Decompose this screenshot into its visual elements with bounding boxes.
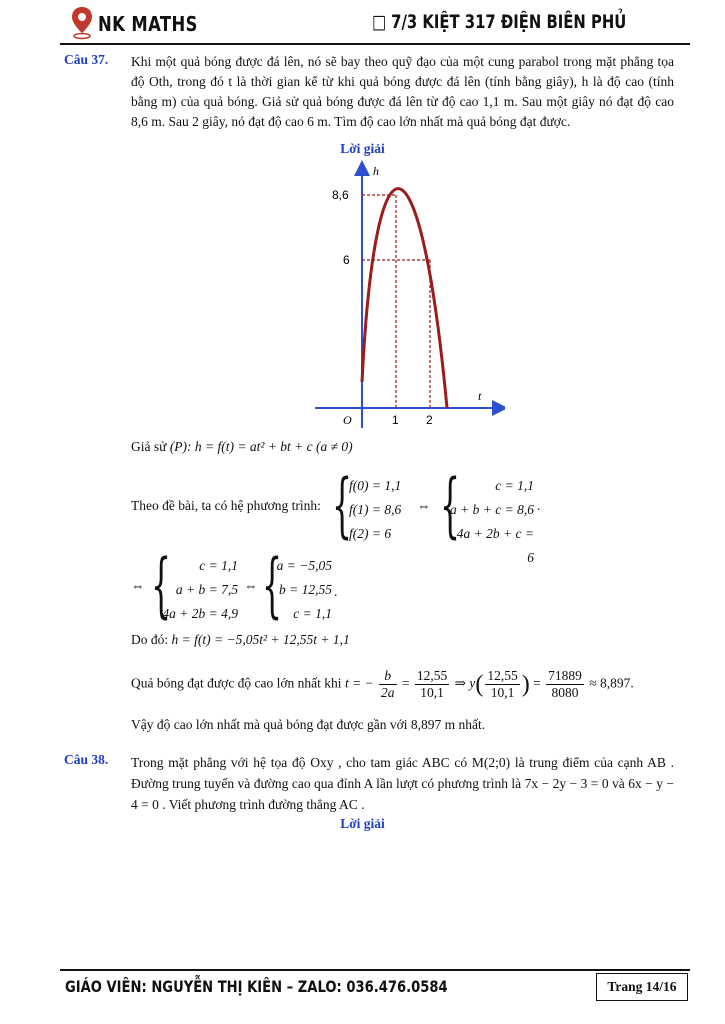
parabola-curve: [362, 189, 447, 408]
header-address: [372, 11, 626, 33]
header-divider: [60, 43, 690, 45]
footer-teacher: GIÁO VIÊN: NGUYỄN THỊ KIÊN – ZALO: 036.476.0584: [65, 977, 448, 996]
q37-text: Khi một quả bóng được đá lên, nó sẽ bay theo quỹ đạo của một cung parabol trong mặt phẳng tọa độ Oth, trong đó t là thời gian kể từ khi quả bóng được đá lên (tính bằng giây), h là độ cao (tính bằng m) của quả bóng. Giả sử quả bóng được đá lên từ độ cao 1,1 m. Sau một giây nó đạt độ cao 8,6 m. Sau 2 giây, nó đạt độ cao 6 m. Tìm độ cao lớn nhất mà quả bóng đạt được.: [131, 54, 674, 129]
system-4: a = −5,05 b = 12,55 c = 1,1: [276, 558, 332, 621]
address-text: 7/3 KIỆT 317 ĐIỆN BIÊN PHỦ: [391, 11, 627, 33]
q38-solution-title: Lời giải: [340, 816, 385, 831]
conclusion-line: Vậy độ cao lớn nhất mà quả bóng đạt được gần với 8,897 m nhất.: [131, 717, 486, 732]
system-intro: Theo đề bài, ta có hệ phương trình:: [131, 498, 321, 513]
y-tick-6: 6: [343, 253, 350, 267]
period-2: .: [334, 584, 338, 599]
q37-label: Câu 37.: [64, 52, 109, 67]
q38-text: Trong mặt phẳng với hệ tọa độ Oxy , cho tam giác ABC có M(2;0) là trung điểm của cạnh AB . Đường trung tuyến và đường cao qua đỉnh A lần lượt có phương trình là 7x − 2y − 3 = 0 và 6x − y − 4 = 0 . Viết phương trình đường thẳng AC .: [131, 755, 674, 812]
brand-title: NK MATHS: [98, 12, 198, 36]
equiv-2: ⇔: [131, 578, 145, 593]
system-3: c = 1,1 a + b = 7,5 4a + 2b = 4,9: [162, 558, 238, 621]
equiv-1: ⇔: [417, 498, 431, 513]
x-tick-2: 2: [426, 413, 433, 427]
q38-label: Câu 38.: [64, 752, 109, 767]
system-2: c = 1,1 a + b + c = 8,6 4a + 2b + c = 6: [450, 478, 534, 565]
x-tick-1: 1: [392, 413, 399, 427]
period-1: .: [537, 498, 541, 513]
assumption-line: Giả sử (P): h = f(t) = at² + bt + c (a ≠ 0): [131, 439, 353, 454]
h-axis-label: h: [373, 164, 379, 178]
t-axis-label: t: [478, 389, 482, 403]
equiv-3: ⇔: [244, 578, 258, 593]
address-box-icon: □: [372, 11, 387, 33]
q37-solution-title: Lời giải: [340, 141, 385, 156]
therefore-line: Do đó: h = f(t) = −5,05t² + 12,55t + 1,1: [131, 632, 350, 647]
page-number: Trang 14/16: [596, 973, 688, 1001]
y-tick-8-6: 8,6: [332, 188, 349, 202]
parabola-graph: [315, 160, 505, 430]
location-pin-icon: [70, 6, 94, 40]
max-line: Quả bóng đạt được độ cao lớn nhất khi t = − $\frac{b}{2a}$ = $\frac{12,55}{10,1}$ ⇒ y( $\frac{12,55}{10,1}$ ) = $\frac{71889}{8080}$ ≈ 8,897.: [131, 668, 634, 700]
footer-divider: [60, 969, 690, 971]
system-1: f(0) = 1,1 f(1) = 8,6 f(2) = 6: [349, 478, 402, 541]
origin-label: O: [343, 413, 352, 427]
